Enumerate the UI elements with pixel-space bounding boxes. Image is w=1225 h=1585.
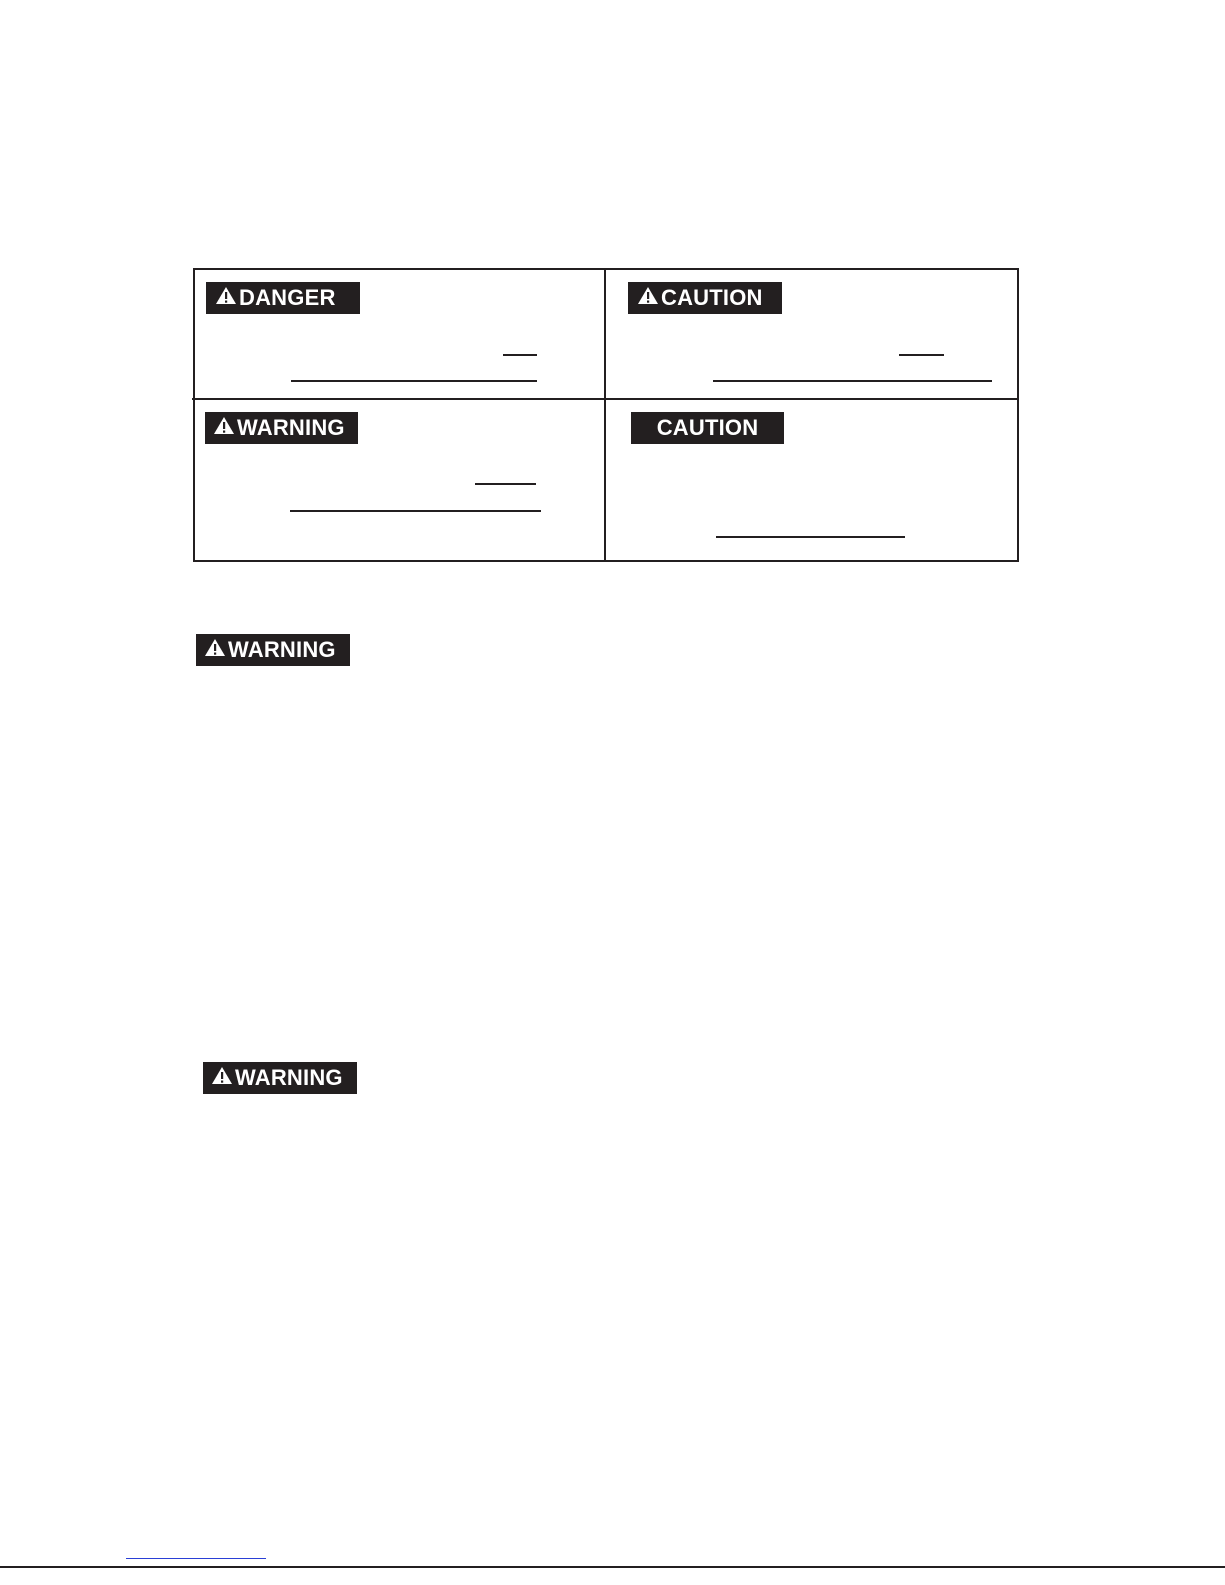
caution-label: CAUTION bbox=[661, 285, 763, 310]
caution-plain-badge bbox=[631, 412, 784, 444]
warning-triangle-icon bbox=[211, 1062, 233, 1094]
caution-rule-short bbox=[899, 354, 944, 356]
warning-rule-long bbox=[290, 510, 541, 512]
warning-label: WARNING bbox=[235, 1065, 343, 1090]
caution-rule-long bbox=[713, 380, 992, 382]
warning-triangle-icon bbox=[213, 412, 235, 444]
page-bottom-rule bbox=[0, 1566, 1225, 1568]
warning-badge-section-1 bbox=[196, 634, 350, 666]
table-vertical-divider bbox=[604, 270, 606, 560]
danger-rule-short bbox=[503, 354, 537, 356]
warning-badge-section-2 bbox=[203, 1062, 357, 1094]
warning-badge bbox=[205, 412, 358, 444]
caution-badge bbox=[628, 282, 782, 314]
warning-triangle-icon bbox=[215, 282, 237, 314]
warning-rule-short bbox=[475, 483, 536, 485]
warning-label: WARNING bbox=[237, 415, 345, 440]
warning-triangle-icon bbox=[204, 634, 226, 666]
warning-label: WARNING bbox=[228, 637, 336, 662]
danger-label: DANGER bbox=[239, 285, 336, 310]
table-horizontal-divider bbox=[192, 398, 1017, 400]
warning-triangle-icon bbox=[637, 282, 659, 314]
signal-word-table bbox=[193, 268, 1019, 562]
footer-link-underline[interactable] bbox=[126, 1558, 266, 1559]
danger-rule-long bbox=[291, 380, 537, 382]
danger-badge bbox=[206, 282, 360, 314]
caution-plain-rule bbox=[716, 536, 905, 538]
caution-plain-label: CAUTION bbox=[656, 415, 759, 440]
